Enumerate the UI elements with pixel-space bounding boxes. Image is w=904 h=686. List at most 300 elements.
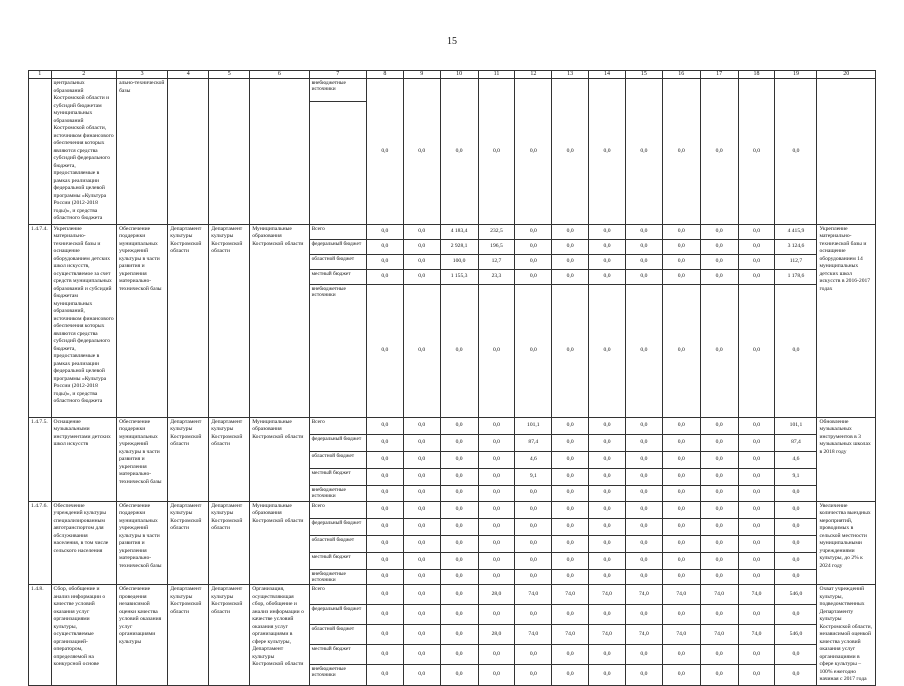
value-cell: 0,0	[662, 269, 700, 284]
value-cell: 112,7	[775, 254, 817, 269]
event-goal-cell: Обеспечение поддержки муниципальных учреждений культуры в части развития и укрепления материально-технической базы	[117, 224, 168, 417]
value-cell: 0,0	[738, 468, 775, 485]
column-header: 8	[366, 71, 403, 79]
value-cell: 0,0	[775, 605, 817, 625]
value-cell: 0,0	[478, 79, 515, 225]
value-cell: 0,0	[478, 569, 515, 585]
value-cell: 0,0	[366, 451, 403, 468]
value-cell: 0,0	[700, 501, 738, 518]
value-cell: 0,0	[403, 569, 440, 585]
value-cell: 0,0	[440, 585, 478, 605]
funding-source-cell: местный бюджет	[309, 552, 366, 569]
value-cell: 0,0	[589, 468, 626, 485]
value-cell: 0,0	[515, 239, 552, 254]
value-cell: 0,0	[478, 552, 515, 569]
executor-cell: Департамент культуры Костромской области	[168, 224, 209, 417]
value-cell: 0,0	[440, 552, 478, 569]
value-cell: 0,0	[552, 552, 589, 569]
value-cell: 0,0	[700, 417, 738, 434]
value-cell: 0,0	[403, 79, 440, 225]
value-cell: 0,0	[625, 254, 662, 269]
funding-source-cell: федеральный бюджет	[309, 518, 366, 535]
value-cell: 0,0	[738, 552, 775, 569]
value-cell: 0,0	[700, 451, 738, 468]
value-cell: 232,5	[478, 224, 515, 239]
value-cell: 0,0	[515, 644, 552, 664]
value-cell: 0,0	[403, 284, 440, 417]
value-cell: 0,0	[738, 239, 775, 254]
value-cell: 0,0	[552, 485, 589, 501]
value-cell: 0,0	[662, 644, 700, 664]
value-cell: 0,0	[625, 284, 662, 417]
funding-source-cell: областной бюджет	[309, 254, 366, 269]
value-cell: 0,0	[515, 605, 552, 625]
event-goal-cell: Обеспечение проведения независимой оценки качества условий оказания услуг организациями культуры	[117, 585, 168, 686]
value-cell: 0,0	[440, 518, 478, 535]
value-cell: 0,0	[552, 605, 589, 625]
value-cell: 0,0	[625, 664, 662, 685]
value-cell: 0,0	[478, 518, 515, 535]
value-cell: 0,0	[738, 254, 775, 269]
funding-source-cell: внебюджетные источники	[309, 284, 366, 417]
executor-cell: Департамент культуры Костромской области	[209, 501, 250, 585]
value-cell: 0,0	[625, 644, 662, 664]
value-cell: 4,6	[515, 451, 552, 468]
value-cell: 0,0	[366, 239, 403, 254]
value-cell: 0,0	[515, 518, 552, 535]
value-cell: 0,0	[552, 518, 589, 535]
executor-cell: Департамент культуры Костромской области	[168, 417, 209, 501]
value-cell: 74,0	[700, 585, 738, 605]
table-row	[29, 501, 876, 518]
page-number: 15	[447, 36, 457, 47]
item-number-cell: 1.4.7.6.	[29, 501, 52, 585]
funding-source-cell: федеральный бюджет	[309, 605, 366, 625]
value-cell: 0,0	[589, 417, 626, 434]
value-cell: 0,0	[738, 417, 775, 434]
value-cell: 0,0	[552, 451, 589, 468]
value-cell: 0,0	[515, 501, 552, 518]
value-cell: 87,4	[775, 434, 817, 451]
value-cell: 196,5	[478, 239, 515, 254]
value-cell: 0,0	[366, 664, 403, 685]
recipient-cell: Муниципальные образования Костромской области	[250, 224, 309, 417]
funding-source-cell: внебюджетные источники	[309, 485, 366, 501]
value-cell: 74,0	[589, 624, 626, 644]
column-header: 1	[29, 71, 52, 79]
funding-source-cell: федеральный бюджет	[309, 239, 366, 254]
table-row	[29, 417, 876, 434]
value-cell: 0,0	[366, 518, 403, 535]
value-cell: 0,0	[625, 451, 662, 468]
value-cell: 0,0	[589, 552, 626, 569]
value-cell: 74,0	[589, 585, 626, 605]
value-cell: 0,0	[700, 254, 738, 269]
value-cell: 0,0	[775, 284, 817, 417]
value-cell: 0,0	[440, 664, 478, 685]
value-cell: 0,0	[589, 239, 626, 254]
column-number-header	[29, 71, 876, 79]
value-cell: 0,0	[738, 79, 775, 225]
funding-source-cell: областной бюджет	[309, 535, 366, 552]
recipient-cell: Муниципальные образования Костромской области	[250, 501, 309, 585]
value-cell: 0,0	[738, 518, 775, 535]
value-cell: 9,1	[775, 468, 817, 485]
event-name-cell: центральных образований Костромской области и субсидий бюджетам муниципальных образований Костромской области, источником финансового обеспечения которых являются средства субсидий федерального бюджета, предоставляемые в рамках реализации федеральной целевой программы «Культура России (2012-2018 годы)», и средства областного бюджета	[51, 79, 117, 225]
value-cell: 0,0	[700, 239, 738, 254]
value-cell: 0,0	[625, 224, 662, 239]
value-cell: 0,0	[700, 284, 738, 417]
value-cell: 0,0	[662, 535, 700, 552]
value-cell: 0,0	[589, 485, 626, 501]
value-cell: 74,0	[625, 624, 662, 644]
value-cell: 0,0	[366, 552, 403, 569]
value-cell: 0,0	[440, 284, 478, 417]
funding-source-cell: Всего	[309, 417, 366, 434]
value-cell: 0,0	[552, 664, 589, 685]
value-cell: 0,0	[403, 417, 440, 434]
value-cell: 0,0	[403, 664, 440, 685]
value-cell: 0,0	[552, 79, 589, 225]
continuation-row	[29, 79, 876, 102]
value-cell: 0,0	[662, 485, 700, 501]
value-cell: 0,0	[515, 269, 552, 284]
value-cell: 0,0	[366, 434, 403, 451]
value-cell: 0,0	[515, 254, 552, 269]
value-cell: 0,0	[366, 535, 403, 552]
item-number-cell	[29, 79, 52, 225]
value-cell: 546,0	[775, 585, 817, 605]
column-header: 2	[51, 71, 117, 79]
value-cell: 0,0	[589, 569, 626, 585]
column-header: 5	[209, 71, 250, 79]
column-header: 9	[403, 71, 440, 79]
value-cell: 0,0	[625, 79, 662, 225]
value-cell: 0,0	[738, 569, 775, 585]
value-cell: 0,0	[589, 518, 626, 535]
expected-result-cell: Увеличение количества выездных мероприятий, проводимых в сельской местности муниципальными учреждениями культуры, до 2% к 2024 году	[817, 501, 876, 585]
value-cell: 12,7	[478, 254, 515, 269]
value-cell: 0,0	[662, 417, 700, 434]
value-cell: 0,0	[478, 284, 515, 417]
program-table	[28, 70, 876, 686]
value-cell: 0,0	[625, 269, 662, 284]
value-cell: 0,0	[700, 535, 738, 552]
value-cell: 0,0	[738, 535, 775, 552]
value-cell: 0,0	[700, 569, 738, 585]
value-cell: 0,0	[662, 569, 700, 585]
item-number-cell: 1.4.7.5.	[29, 417, 52, 501]
value-cell: 0,0	[440, 644, 478, 664]
column-header: 10	[440, 71, 478, 79]
value-cell: 0,0	[552, 535, 589, 552]
column-header: 20	[817, 71, 876, 79]
value-cell: 0,0	[478, 644, 515, 664]
funding-source-cell: местный бюджет	[309, 269, 366, 284]
value-cell: 0,0	[552, 569, 589, 585]
value-cell: 0,0	[440, 468, 478, 485]
value-cell: 0,0	[366, 644, 403, 664]
value-cell: 4 183,4	[440, 224, 478, 239]
empty-cell	[168, 79, 209, 225]
value-cell: 0,0	[625, 468, 662, 485]
value-cell: 0,0	[625, 569, 662, 585]
value-cell: 0,0	[515, 552, 552, 569]
value-cell: 0,0	[738, 664, 775, 685]
value-cell: 0,0	[478, 485, 515, 501]
value-cell: 0,0	[775, 518, 817, 535]
event-name-cell: Укрепление материально-технической базы и оснащение оборудованием детских школ искусств, осуществляемое за счет средств муниципальных образований и субсидий бюджетам муниципальных образований, источником финансового обеспечения которых являются средства субсидий федерального бюджета, предоставляемые в рамках реализации федеральной целевой программы «Культура России (2012-2018 годы)», и средства областного бюджета	[51, 224, 117, 417]
value-cell: 0,0	[700, 644, 738, 664]
value-cell: 0,0	[366, 569, 403, 585]
funding-source-cell: Всего	[309, 501, 366, 518]
event-name-cell: Обеспечение учреждений культуры специализированным автотранспортом для обслуживания населения, в том числе сельского населения	[51, 501, 117, 585]
value-cell: 0,0	[589, 664, 626, 685]
table-row	[29, 224, 876, 239]
table-row	[29, 585, 876, 605]
value-cell: 0,0	[440, 417, 478, 434]
value-cell: 3 124,6	[775, 239, 817, 254]
value-cell: 74,0	[625, 585, 662, 605]
value-cell: 0,0	[662, 239, 700, 254]
value-cell: 0,0	[625, 434, 662, 451]
item-number-cell: 1.4.7.4.	[29, 224, 52, 417]
executor-cell: Департамент культуры Костромской области	[168, 585, 209, 686]
value-cell: 0,0	[589, 269, 626, 284]
value-cell: 0,0	[738, 224, 775, 239]
value-cell: 0,0	[775, 644, 817, 664]
value-cell: 0,0	[662, 605, 700, 625]
value-cell: 0,0	[403, 239, 440, 254]
value-cell: 0,0	[552, 417, 589, 434]
column-header: 16	[662, 71, 700, 79]
value-cell: 0,0	[662, 254, 700, 269]
column-header: 6	[250, 71, 309, 79]
executor-cell: Департамент культуры Костромской области	[209, 224, 250, 417]
value-cell: 0,0	[775, 664, 817, 685]
funding-source-cell: внебюджетные источники	[309, 664, 366, 685]
value-cell: 28,0	[478, 585, 515, 605]
value-cell: 0,0	[403, 269, 440, 284]
value-cell: 0,0	[625, 605, 662, 625]
value-cell: 0,0	[403, 501, 440, 518]
value-cell: 0,0	[552, 468, 589, 485]
value-cell: 0,0	[403, 485, 440, 501]
funding-source-cell: областной бюджет	[309, 624, 366, 644]
value-cell: 101,1	[515, 417, 552, 434]
value-cell: 74,0	[552, 624, 589, 644]
funding-source-cell: внебюджетные источники	[309, 79, 366, 102]
value-cell: 0,0	[662, 434, 700, 451]
value-cell: 0,0	[552, 434, 589, 451]
value-cell: 9,1	[515, 468, 552, 485]
value-cell: 0,0	[515, 284, 552, 417]
value-cell: 0,0	[552, 501, 589, 518]
value-cell: 0,0	[478, 468, 515, 485]
event-name-cell: Сбор, обобщение и анализ информации о качестве условий оказания услуг организациями культуры, осуществляемые организацией-оператором, определяемой на конкурсной основе	[51, 585, 117, 686]
value-cell: 0,0	[403, 585, 440, 605]
value-cell: 23,3	[478, 269, 515, 284]
value-cell: 0,0	[625, 552, 662, 569]
value-cell: 0,0	[366, 468, 403, 485]
value-cell: 0,0	[738, 485, 775, 501]
event-goal-cell: Обеспечение поддержки муниципальных учреждений культуры в части развития и укрепления материально-технической базы	[117, 501, 168, 585]
value-cell: 0,0	[478, 451, 515, 468]
value-cell: 0,0	[700, 468, 738, 485]
value-cell: 0,0	[775, 535, 817, 552]
value-cell: 0,0	[589, 79, 626, 225]
value-cell: 0,0	[552, 254, 589, 269]
value-cell: 0,0	[775, 569, 817, 585]
value-cell: 0,0	[662, 451, 700, 468]
value-cell: 4,6	[775, 451, 817, 468]
value-cell: 74,0	[738, 585, 775, 605]
value-cell: 0,0	[738, 644, 775, 664]
value-cell: 0,0	[700, 434, 738, 451]
value-cell: 0,0	[700, 269, 738, 284]
event-name-cell: Оснащение музыкальными инструментами детских школ искусств	[51, 417, 117, 501]
value-cell: 0,0	[478, 664, 515, 685]
value-cell: 0,0	[403, 451, 440, 468]
column-header: 17	[700, 71, 738, 79]
event-goal-cell: ально-технической базы	[117, 79, 168, 225]
empty-cell	[250, 79, 309, 225]
column-header: 11	[478, 71, 515, 79]
funding-source-cell: федеральный бюджет	[309, 434, 366, 451]
value-cell: 0,0	[478, 417, 515, 434]
value-cell: 0,0	[775, 79, 817, 225]
value-cell: 0,0	[366, 224, 403, 239]
value-cell: 2 928,1	[440, 239, 478, 254]
value-cell: 0,0	[589, 284, 626, 417]
value-cell: 0,0	[700, 605, 738, 625]
value-cell: 74,0	[738, 624, 775, 644]
expected-result-cell: Укрепление материально-технической базы и оснащение оборудованием 14 муниципальных детских школ искусств в 2016-2017 годах	[817, 224, 876, 417]
value-cell: 4 415,9	[775, 224, 817, 239]
value-cell: 0,0	[403, 468, 440, 485]
value-cell: 0,0	[552, 644, 589, 664]
value-cell: 0,0	[589, 605, 626, 625]
value-cell: 0,0	[440, 501, 478, 518]
value-cell: 0,0	[366, 485, 403, 501]
column-header: 7	[309, 71, 366, 79]
value-cell: 0,0	[403, 624, 440, 644]
value-cell: 0,0	[366, 605, 403, 625]
value-cell: 0,0	[775, 552, 817, 569]
value-cell: 0,0	[515, 664, 552, 685]
value-cell: 0,0	[738, 451, 775, 468]
value-cell: 0,0	[552, 224, 589, 239]
value-cell: 0,0	[775, 501, 817, 518]
value-cell: 0,0	[662, 79, 700, 225]
value-cell: 0,0	[625, 535, 662, 552]
value-cell: 0,0	[403, 518, 440, 535]
empty-cell	[209, 79, 250, 225]
value-cell: 0,0	[662, 284, 700, 417]
value-cell: 0,0	[738, 434, 775, 451]
value-cell: 0,0	[515, 485, 552, 501]
column-header: 13	[552, 71, 589, 79]
expected-result-cell	[817, 79, 876, 225]
value-cell: 0,0	[366, 284, 403, 417]
column-header: 12	[515, 71, 552, 79]
value-cell: 87,4	[515, 434, 552, 451]
value-cell: 0,0	[515, 535, 552, 552]
value-cell: 0,0	[700, 224, 738, 239]
value-cell: 0,0	[738, 605, 775, 625]
value-cell: 0,0	[440, 605, 478, 625]
value-cell: 0,0	[403, 434, 440, 451]
column-header: 18	[738, 71, 775, 79]
item-number-cell: 1.4.8.	[29, 585, 52, 686]
value-cell: 74,0	[552, 585, 589, 605]
value-cell: 0,0	[700, 518, 738, 535]
value-cell: 1 155,3	[440, 269, 478, 284]
value-cell: 0,0	[662, 224, 700, 239]
value-cell: 0,0	[589, 535, 626, 552]
column-header: 15	[625, 71, 662, 79]
value-cell: 0,0	[478, 535, 515, 552]
value-cell: 28,0	[478, 624, 515, 644]
event-goal-cell: Обеспечение поддержки муниципальных учреждений культуры в части развития и укрепления материально-технической базы	[117, 417, 168, 501]
expected-result-cell: Охват учреждений культуры, подведомственных Департаменту культуры Костромской области, независимой оценкой качества условий оказания услуг организациями в сфере культуры – 100% ежегодно начиная с 2017 года	[817, 585, 876, 686]
value-cell: 0,0	[700, 79, 738, 225]
value-cell: 0,0	[440, 569, 478, 585]
value-cell: 0,0	[552, 239, 589, 254]
value-cell: 0,0	[552, 269, 589, 284]
value-cell: 0,0	[478, 501, 515, 518]
value-cell: 0,0	[478, 434, 515, 451]
column-header: 14	[589, 71, 626, 79]
value-cell: 0,0	[403, 535, 440, 552]
value-cell: 0,0	[366, 501, 403, 518]
value-cell: 0,0	[403, 605, 440, 625]
value-cell: 0,0	[589, 254, 626, 269]
value-cell: 0,0	[738, 501, 775, 518]
recipient-cell: Муниципальные образования Костромской области	[250, 417, 309, 501]
funding-source-cell: областной бюджет	[309, 451, 366, 468]
value-cell: 0,0	[589, 451, 626, 468]
value-cell: 0,0	[366, 79, 403, 225]
value-cell: 0,0	[589, 501, 626, 518]
value-cell: 0,0	[625, 501, 662, 518]
expected-result-cell: Обновление музыкальных инструментов в 3 музыкальных школах в 2018 году	[817, 417, 876, 501]
value-cell: 0,0	[366, 585, 403, 605]
value-cell: 0,0	[700, 485, 738, 501]
value-cell: 0,0	[662, 518, 700, 535]
funding-source-cell: местный бюджет	[309, 468, 366, 485]
column-header: 19	[775, 71, 817, 79]
value-cell: 0,0	[440, 434, 478, 451]
value-cell: 100,0	[440, 254, 478, 269]
value-cell: 0,0	[440, 535, 478, 552]
value-cell: 74,0	[700, 624, 738, 644]
executor-cell: Департамент культуры Костромской области	[209, 585, 250, 686]
column-header: 4	[168, 71, 209, 79]
empty-cell	[309, 101, 366, 224]
value-cell: 0,0	[775, 485, 817, 501]
value-cell: 0,0	[366, 269, 403, 284]
value-cell: 0,0	[738, 269, 775, 284]
column-header: 3	[117, 71, 168, 79]
value-cell: 0,0	[515, 224, 552, 239]
value-cell: 0,0	[625, 417, 662, 434]
recipient-cell: Организация, осуществляющая сбор, обобщение и анализ информации о качестве условий оказания услуг организациями в сфере культуры, Департамент культуры Костромской области	[250, 585, 309, 686]
value-cell: 0,0	[515, 569, 552, 585]
executor-cell: Департамент культуры Костромской области	[209, 417, 250, 501]
value-cell: 0,0	[662, 664, 700, 685]
value-cell: 0,0	[662, 552, 700, 569]
